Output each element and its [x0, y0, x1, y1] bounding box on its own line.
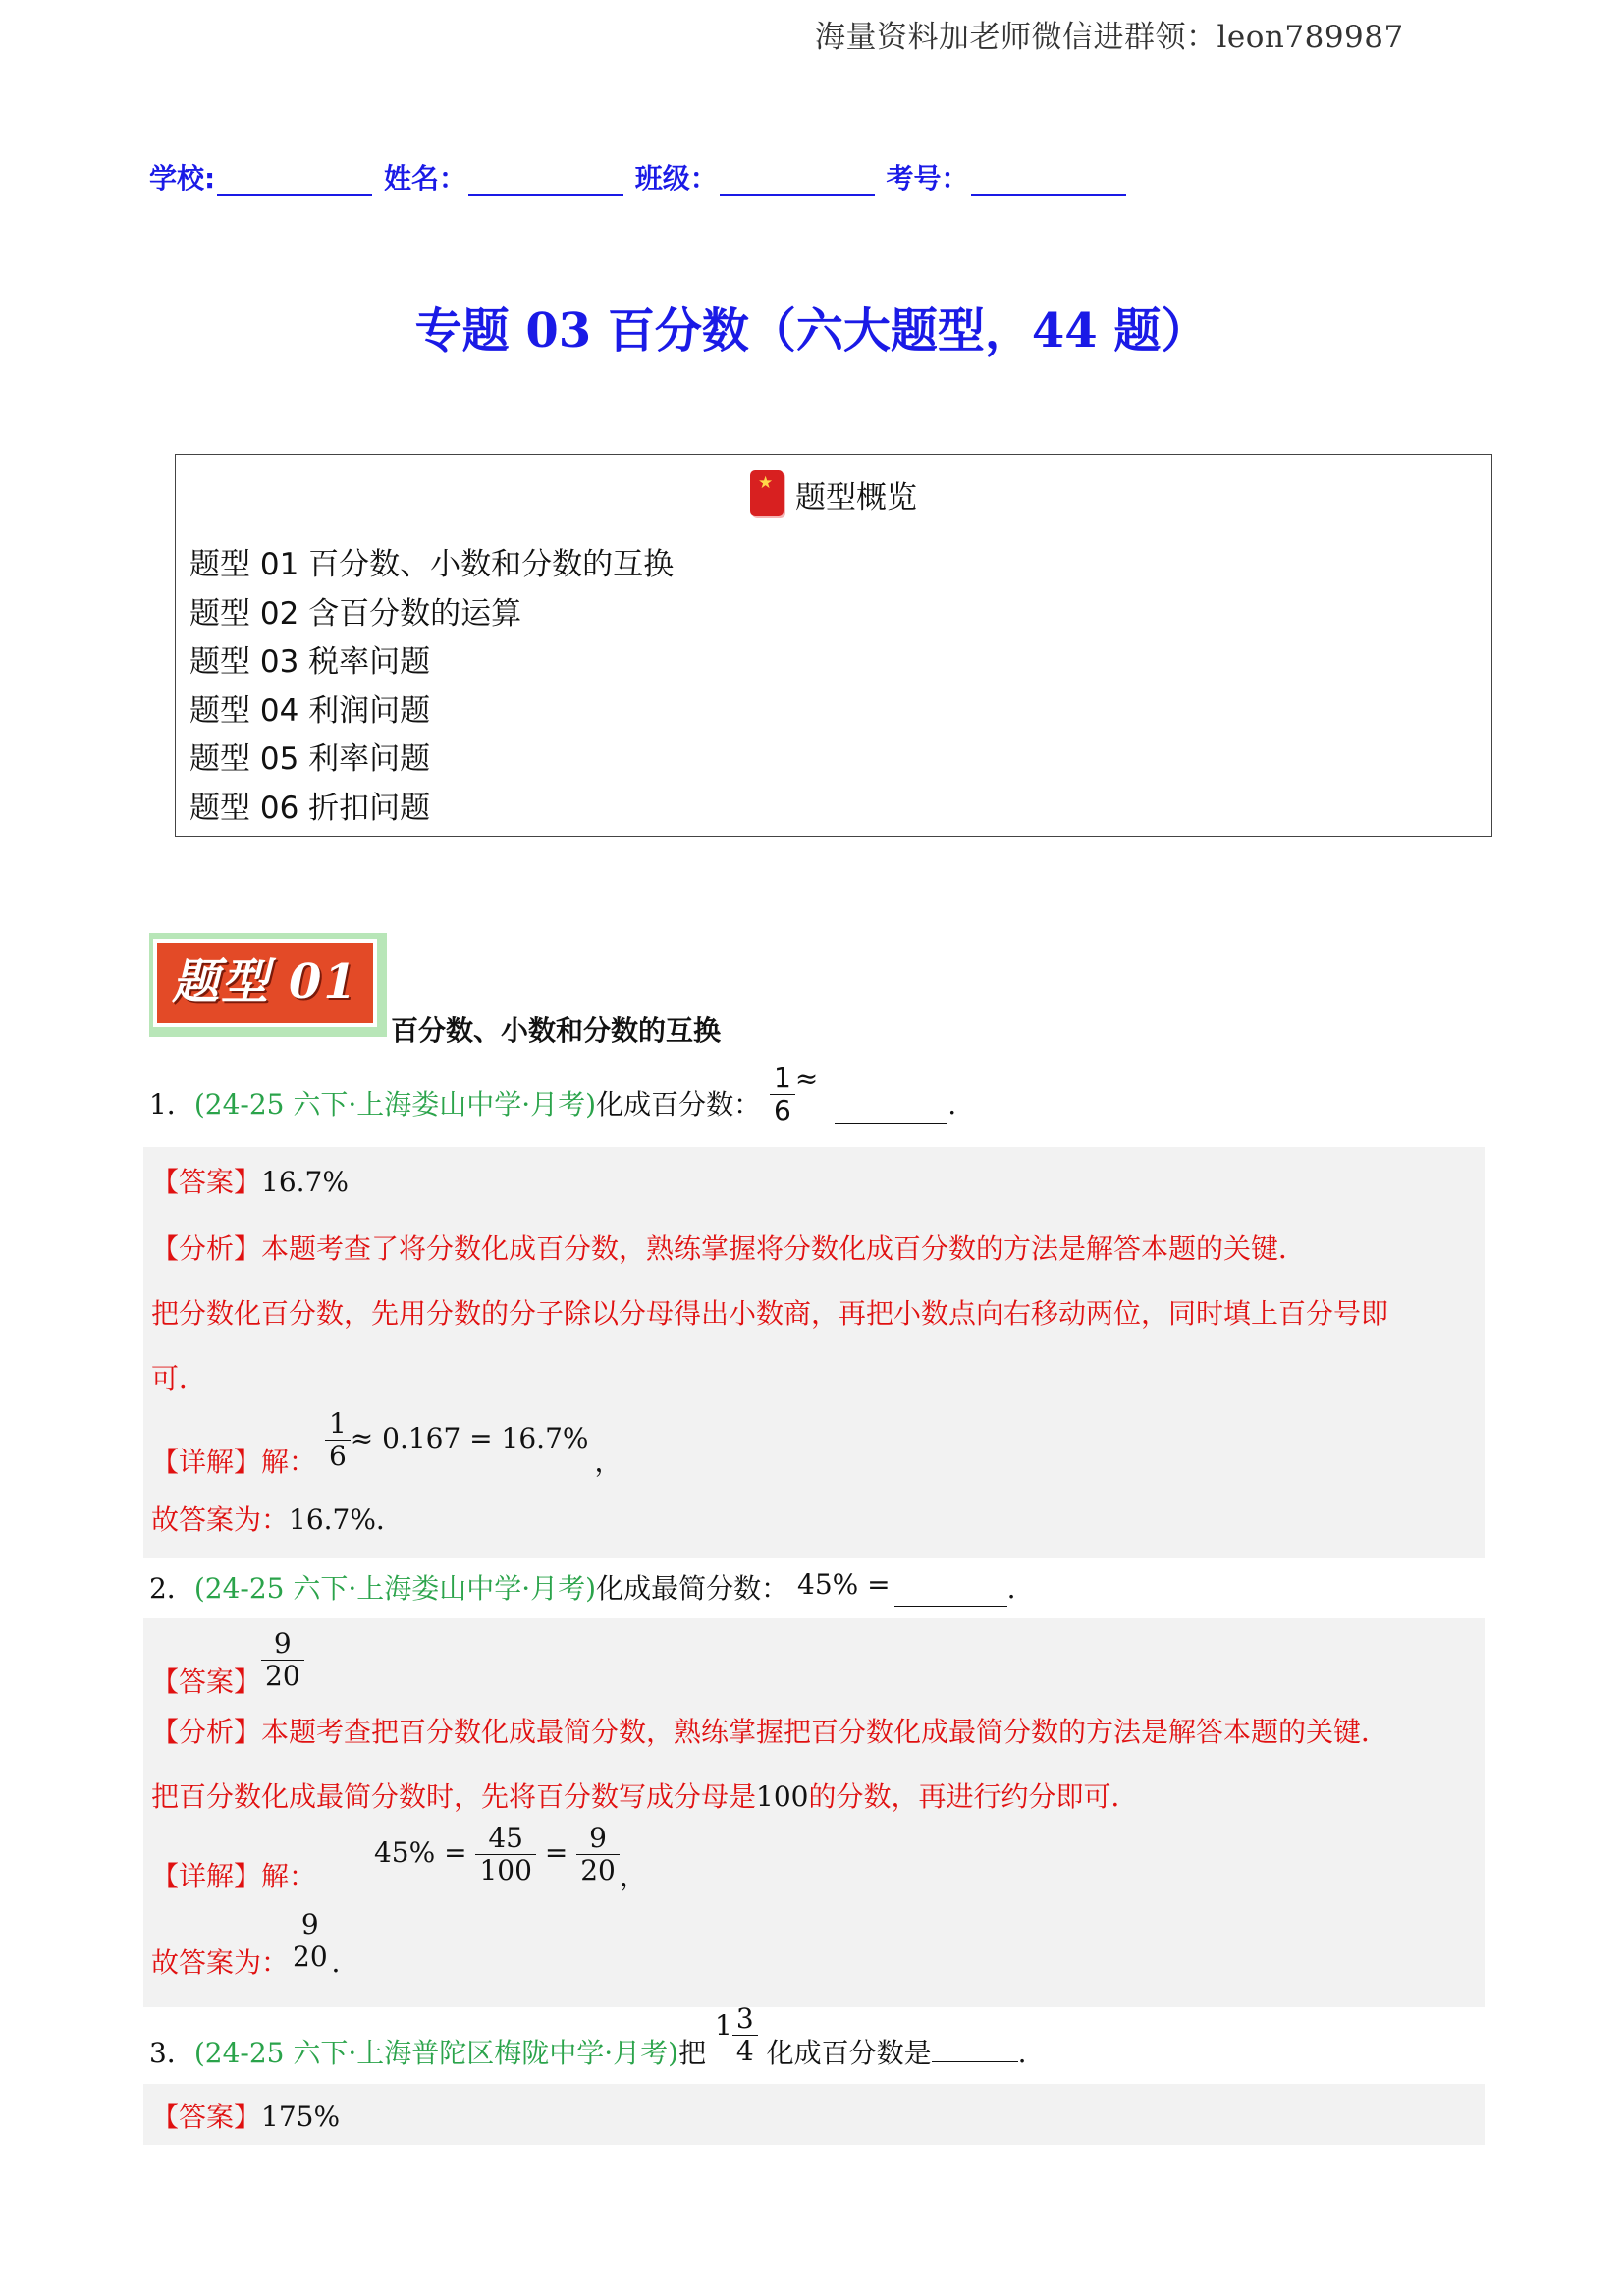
final-fraction: $\frac{9}{20}$: [289, 1911, 332, 1971]
name-blank[interactable]: [468, 171, 623, 196]
answer-line: 【答案】175%: [151, 2101, 341, 2133]
answer-fraction: $\frac{9}{20}$: [261, 1630, 304, 1690]
detail-fraction: $\frac{1}{6}$: [325, 1410, 351, 1470]
question-3: 3．(24-25 六下·上海普陀区梅陇中学·月考)把 1 $\frac{3}{4}$ 化成百分数是 .: [149, 2002, 1027, 2069]
solution-box-2: [143, 1618, 1485, 2007]
final-answer-line: 故答案为： $\frac{9}{20}$ ．: [151, 1908, 359, 1979]
school-label: 学校:: [149, 162, 216, 194]
exam-no-label: 考号：: [886, 162, 969, 194]
analysis-line: 把百分数化成最简分数时，先将百分数写成分母是100的分数，再进行约分即可．: [151, 1780, 1139, 1813]
answer-blank[interactable]: [932, 2036, 1018, 2062]
question-source: (24-25 六下·上海娄山中学·月考): [193, 1088, 597, 1121]
section-badge: [149, 933, 387, 1037]
question-source: (24-25 六下·上海普陀区梅陇中学·月考): [193, 2037, 679, 2069]
answer-blank[interactable]: [894, 1580, 1007, 1607]
section-badge-label: 题型 01: [153, 939, 377, 1027]
analysis-line: 可．: [151, 1362, 207, 1394]
name-label: 姓名：: [383, 162, 466, 194]
overview-item[interactable]: 题型 04 利润问题: [189, 692, 431, 729]
overview-list: [189, 541, 674, 833]
answer-line: 【答案】 $\frac{9}{20}$: [151, 1630, 304, 1700]
solution-box-1: [143, 1147, 1485, 1558]
detail-line: 【详解】解： $\frac{1}{6}$ ≈ 0.167 = 16.7%，: [151, 1407, 622, 1478]
class-blank[interactable]: [720, 171, 875, 196]
detail-fraction: $\frac{9}{20}$: [576, 1825, 620, 1885]
answer-line: 【答案】16.7%: [151, 1166, 349, 1198]
question-2: 2．(24-25 六下·上海娄山中学·月考)化成最简分数： 45% = .: [149, 1568, 1016, 1605]
question-number: 1．: [149, 1088, 194, 1121]
class-label: 班级：: [634, 162, 718, 194]
question-number: 2．: [149, 1572, 194, 1605]
mixed-number: 1 $\frac{3}{4}$: [715, 2017, 758, 2050]
overview-item[interactable]: 题型 06 折扣问题: [189, 790, 431, 826]
student-info-line: [149, 157, 1128, 196]
analysis-line: 把分数化百分数，先用分数的分子除以分母得出小数商，再把小数点向右移动两位，同时填上百分号即: [151, 1297, 1389, 1330]
analysis-line: 【分析】本题考查把百分数化成最简分数，熟练掌握把百分数化成最简分数的方法是解答本题的关键．: [151, 1716, 1389, 1748]
question-expression: 45% =: [797, 1568, 891, 1601]
page-title: 专题 03 百分数（六大题型，44 题）: [414, 303, 1209, 358]
analysis-line: 【分析】本题考查了将分数化成百分数，熟练掌握将分数化成百分数的方法是解答本题的关键．: [151, 1232, 1307, 1265]
overview-heading-text: 题型概览: [795, 480, 917, 516]
answer-blank[interactable]: [835, 1098, 947, 1124]
overview-box: [175, 454, 1492, 837]
question-text: 化成最简分数：: [596, 1572, 789, 1605]
question-text: 化成百分数：: [596, 1088, 762, 1121]
detail-line: 【详解】解： 45% = $\frac{45}{100}$ = $\frac{9}{20}$ ，: [151, 1822, 647, 1892]
overview-item[interactable]: 题型 02 含百分数的运算: [189, 595, 522, 631]
detail-fraction: $\frac{45}{100}$: [475, 1825, 535, 1885]
approx-sign: ≈: [794, 1063, 819, 1095]
question-fraction: $\frac{1}{6}$: [770, 1065, 795, 1124]
section-title: 百分数、小数和分数的互换: [391, 1014, 722, 1047]
exam-no-blank[interactable]: [971, 171, 1126, 196]
final-answer-line: 故答案为：16.7%．: [151, 1503, 404, 1536]
overview-item[interactable]: 题型 03 税率问题: [189, 644, 431, 680]
book-icon: [750, 470, 784, 516]
overview-item[interactable]: 题型 01 百分数、小数和分数的互换: [189, 547, 675, 582]
header-note: 海量资料加老师微信进群领：leon789987: [815, 20, 1404, 55]
school-blank[interactable]: [217, 171, 372, 196]
overview-heading: [750, 470, 917, 517]
question-source: (24-25 六下·上海娄山中学·月考): [193, 1572, 597, 1605]
overview-item[interactable]: 题型 05 利率问题: [189, 741, 431, 777]
solution-box-3: [143, 2084, 1485, 2145]
question-1: 1．(24-25 六下·上海娄山中学·月考)化成百分数： $\frac{1}{6}$ ≈ .: [149, 1062, 957, 1126]
question-number: 3．: [149, 2037, 194, 2069]
